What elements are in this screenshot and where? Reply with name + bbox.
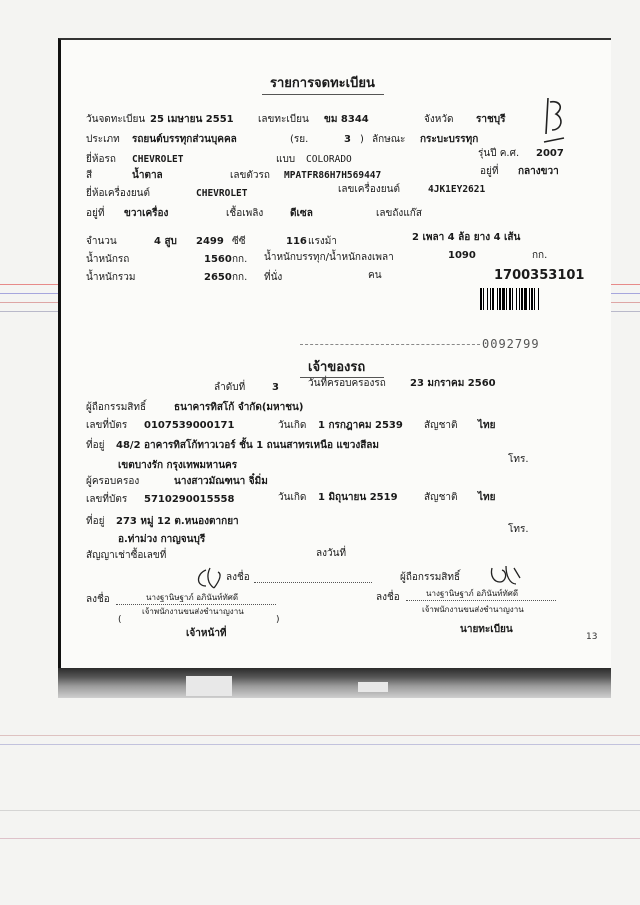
addr1-line2: เขตบางรัก กรุงเทพมหานคร xyxy=(118,460,238,471)
nat1-label: สัญชาติ xyxy=(424,420,458,431)
possession-date-value: 23 มกราคม 2560 xyxy=(410,378,496,389)
persons-label: คน xyxy=(368,270,382,281)
registration-title: รายการจดทะเบียน xyxy=(270,76,375,91)
possessor-label: ผู้ครอบครอง xyxy=(86,476,140,487)
char-value: กระบะบรรทุก xyxy=(420,134,479,145)
dob2-label: วันเกิด xyxy=(278,492,307,503)
scan-line xyxy=(0,744,640,745)
scan-line xyxy=(0,735,640,736)
engine-no-label: เลขเครื่องยนต์ xyxy=(338,184,400,195)
rl-label: (รย. xyxy=(290,134,309,145)
type-label: ประเภท xyxy=(86,134,120,145)
seats-label: ที่นั่ง xyxy=(264,272,283,283)
scan-line xyxy=(0,810,640,811)
engine-brand-label: ยี่ห้อเครื่องยนต์ xyxy=(86,188,151,199)
nat1-value: ไทย xyxy=(478,420,496,431)
hp-label: แรงม้า xyxy=(308,236,337,247)
possession-date-label: วันที่ครอบครองรถ xyxy=(308,378,386,389)
engine-brand-value: CHEVROLET xyxy=(196,188,248,199)
scan-edge-strip xyxy=(58,668,611,698)
chassis-value: MPATFR86H7H569447 xyxy=(284,170,382,181)
officer-signature xyxy=(192,566,228,592)
contract-date-label: ลงวันที่ xyxy=(316,548,347,559)
brand-value: CHEVROLET xyxy=(132,154,184,165)
gross-unit: กก. xyxy=(232,272,248,283)
chassis-label: เลขตัวรถ xyxy=(230,170,270,181)
id1-label: เลขที่บัตร xyxy=(86,420,128,431)
holder-value: ธนาคารทิสโก้ จำกัด(มหาชน) xyxy=(174,402,304,413)
registrar-sign-label: ลงชื่อ xyxy=(376,592,400,603)
gross-label: น้ำหนักรวม xyxy=(86,272,136,283)
seq-label: ลำดับที่ xyxy=(214,382,246,393)
contract-label: สัญญาเช่าซื้อเลขที่ xyxy=(86,550,167,561)
registrar-office: เจ้าพนักงานขนส่งชำนาญงาน xyxy=(422,605,524,614)
province-value: ราชบุรี xyxy=(476,114,506,125)
addr1-line1: 48/2 อาคารทิสโก้ทาวเวอร์ ชั้น 1 ถนนสาทรเหนือ แขวงสีลม xyxy=(116,440,380,451)
addr2-line1: 273 หมู่ 12 ต.หนองตากยา xyxy=(116,516,239,527)
officer-paren-close: ) xyxy=(276,615,280,625)
weight-label: น้ำหนักรถ xyxy=(86,254,130,265)
officer-paren-open: ( xyxy=(118,615,122,625)
engine-no-value: 4JK1EY2621 xyxy=(428,184,486,195)
gross-value: 2650 xyxy=(204,272,232,283)
dob2-value: 1 มิถุนายน 2519 xyxy=(318,492,398,503)
page-number-bottom: 13 xyxy=(586,632,598,642)
chassis-loc-value: กลางขวา xyxy=(518,166,559,177)
cyl-value: 4 สูบ xyxy=(154,236,177,247)
dob1-label: วันเกิด xyxy=(278,420,307,431)
barcode-bar xyxy=(539,288,541,310)
province-label: จังหวัด xyxy=(424,114,454,125)
addr2-line2: อ.ท่าม่วง กาญจนบุรี xyxy=(118,534,206,545)
scan-line xyxy=(0,838,640,839)
load-value: 1090 xyxy=(448,250,476,261)
year-label: รุ่นปี ค.ศ. xyxy=(478,148,520,159)
load-label: น้ำหนักบรรทุก/น้ำหนักลงเพลา xyxy=(264,252,394,263)
cc-label: ซีซี xyxy=(232,236,246,247)
handwritten-mark xyxy=(538,94,570,148)
char-label: ลักษณะ xyxy=(372,134,406,145)
id2-value: 5710290015558 xyxy=(144,494,235,505)
owner-title: เจ้าของรถ xyxy=(308,360,366,375)
dob1-value: 1 กรกฎาคม 2539 xyxy=(318,420,403,431)
nat2-label: สัญชาติ xyxy=(424,492,458,503)
serial-number: 0092799 xyxy=(482,337,540,351)
id2-label: เลขที่บัตร xyxy=(86,494,128,505)
plate-value: ขม 8344 xyxy=(324,114,369,125)
seq-value: 3 xyxy=(272,382,279,393)
type-value: รถยนต์บรรทุกส่วนบุคคล xyxy=(132,134,237,145)
engine-loc-value: ขวาเครื่อง xyxy=(124,208,169,219)
reg-date-label: วันจดทะเบียน xyxy=(86,114,146,125)
color-value: น้ำตาล xyxy=(132,170,163,181)
fuel-label: เชื้อเพลิง xyxy=(226,208,264,219)
chassis-loc-label: อยู่ที่ xyxy=(480,166,499,177)
officer-sign-label: ลงชื่อ xyxy=(86,594,110,605)
nat2-value: ไทย xyxy=(478,492,496,503)
gas-tank-label: เลขถังแก๊ส xyxy=(376,208,422,219)
weight-value: 1560 xyxy=(204,254,232,265)
id1-value: 0107539000171 xyxy=(144,420,235,431)
count-label: จำนวน xyxy=(86,236,117,247)
plate-label: เลขทะเบียน xyxy=(258,114,309,125)
holder-label: ผู้ถือกรรมสิทธิ์ xyxy=(86,402,147,413)
phone2-label: โทร. xyxy=(508,524,529,535)
axle-value: 2 เพลา 4 ล้อ ยาง 4 เส้น xyxy=(412,232,521,243)
reg-date-value: 25 เมษายน 2551 xyxy=(150,114,234,125)
officer-office: เจ้าพนักงานขนส่งชำนาญงาน xyxy=(142,607,244,616)
load-unit: กก. xyxy=(532,250,548,261)
weight-unit: กก. xyxy=(232,254,248,265)
addr2-label: ที่อยู่ xyxy=(86,516,105,527)
holder-sign-label: ผู้ถือกรรมสิทธิ์ xyxy=(400,572,461,583)
registrar-role: นายทะเบียน xyxy=(460,624,513,635)
rl-value: 3 xyxy=(344,134,351,145)
cc-value: 2499 xyxy=(196,236,224,247)
hp-value: 116 xyxy=(286,236,307,247)
brand-label: ยี่ห้อรถ xyxy=(86,154,116,165)
registrar-name: นางฐานิษฐาภ์ อภินันท์ทัศดี xyxy=(426,589,519,598)
possessor-value: นางสาวมัณฑนา จิ๋มิ่ม xyxy=(174,476,268,487)
fuel-value: ดีเซล xyxy=(290,208,313,219)
sign-label-center: ลงชื่อ xyxy=(226,572,250,583)
rl-close: ) xyxy=(360,134,364,145)
officer-name: นางฐานิษฐาภ์ อภินันท์ทัศดี xyxy=(146,593,239,602)
barcode xyxy=(480,288,590,310)
color-label: สี xyxy=(86,170,93,181)
officer-role: เจ้าหน้าที่ xyxy=(186,628,227,639)
model-value: COLORADO xyxy=(306,154,352,165)
barcode-number: 1700353101 xyxy=(494,268,585,283)
year-value: 2007 xyxy=(536,148,564,159)
phone1-label: โทร. xyxy=(508,454,529,465)
addr1-label: ที่อยู่ xyxy=(86,440,105,451)
engine-loc-label: อยู่ที่ xyxy=(86,208,105,219)
holder-signature xyxy=(484,562,524,590)
model-label: แบบ xyxy=(276,154,296,165)
